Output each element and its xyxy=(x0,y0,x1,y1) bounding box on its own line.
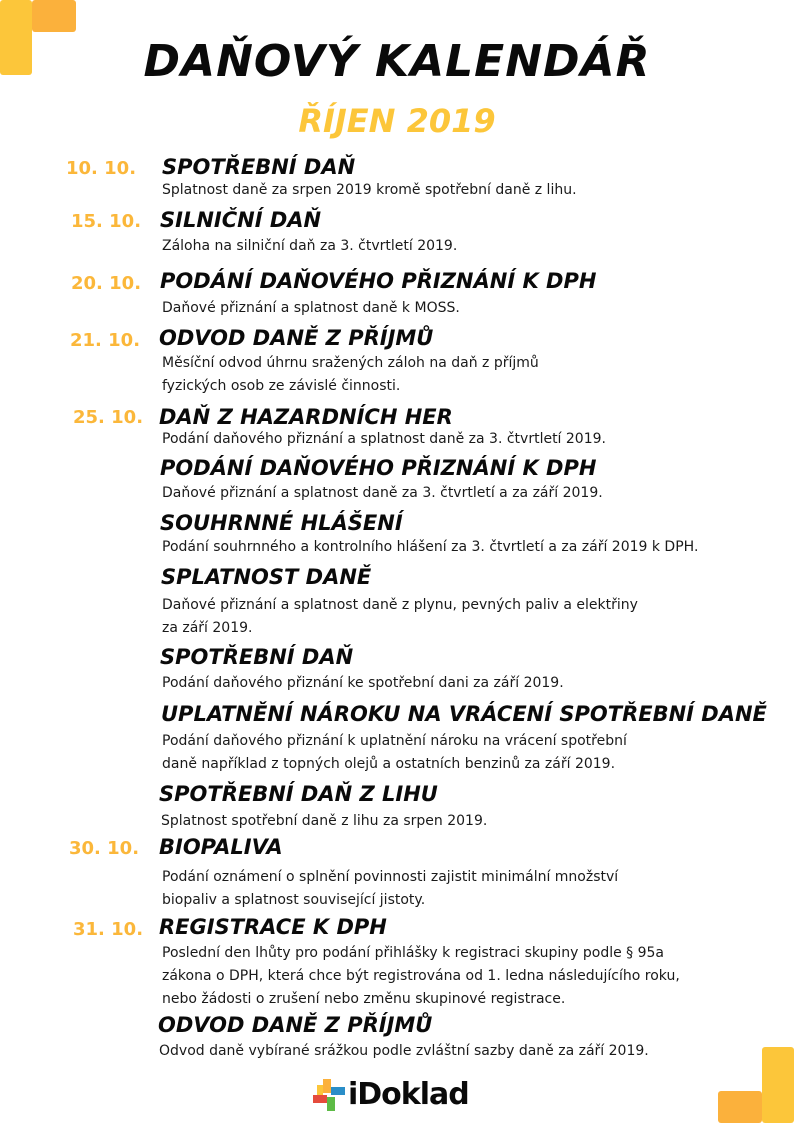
corner-decoration xyxy=(718,1091,762,1123)
date-label: 25. 10. xyxy=(73,407,144,428)
date-label: 10. 10. xyxy=(66,158,137,179)
page-subtitle: ŘÍJEN 2019 xyxy=(298,102,496,140)
entry-description: Splatnost daně za srpen 2019 kromě spotřební daně z lihu. xyxy=(162,182,577,198)
entry-description: Měsíční odvod úhrnu sražených záloh na daň z příjmů fyzických osob ze závislé činnosti. xyxy=(162,355,539,394)
entry-description: Záloha na silniční daň za 3. čtvrtletí 2019. xyxy=(162,238,458,254)
date-label: 21. 10. xyxy=(70,330,141,351)
date-label: 31. 10. xyxy=(73,919,144,940)
entry-description: Podání souhrnného a kontrolního hlášení za 3. čtvrtletí a za září 2019 k DPH. xyxy=(162,539,699,555)
idoklad-logo-icon xyxy=(313,1079,345,1111)
page-title: DAŇOVÝ KALENDÁŘ xyxy=(143,36,651,87)
entry-heading: SILNIČNÍ DAŇ xyxy=(160,208,322,232)
entry-heading: DAŇ Z HAZARDNÍCH HER xyxy=(159,405,453,429)
entry-description: Podání oznámení o splnění povinnosti zajistit minimální množství biopaliv a splatnost související jistoty. xyxy=(162,869,619,908)
entry-description: Podání daňového přiznání ke spotřební dani za září 2019. xyxy=(162,675,564,691)
entry-description: Odvod daně vybírané srážkou podle zvláštní sazby daně za září 2019. xyxy=(159,1043,649,1059)
date-label: 15. 10. xyxy=(71,211,142,232)
entry-description: Daňové přiznání a splatnost daně k MOSS. xyxy=(162,300,460,316)
entry-heading: BIOPALIVA xyxy=(159,835,283,859)
entry-description: Daňové přiznání a splatnost daně z plynu, pevných paliv a elektřiny za září 2019. xyxy=(162,597,638,636)
entry-heading: ODVOD DANĚ Z PŘÍJMŮ xyxy=(159,326,434,350)
entry-heading: SOUHRNNÉ HLÁŠENÍ xyxy=(160,511,403,535)
entry-heading: UPLATNĚNÍ NÁROKU NA VRÁCENÍ SPOTŘEBNÍ DANĚ xyxy=(161,702,767,726)
entry-description: Poslední den lhůty pro podání přihlášky k registraci skupiny podle § 95a zákona o DPH, která chce být registrována od 1. ledna následujícího roku, nebo žádosti o zrušení nebo změnu skupinové registrace. xyxy=(162,945,680,1007)
entry-heading: SPOTŘEBNÍ DAŇ xyxy=(162,155,356,179)
entry-description: Splatnost spotřební daně z lihu za srpen 2019. xyxy=(161,813,488,829)
entry-description: Daňové přiznání a splatnost daně za 3. čtvrtletí a za září 2019. xyxy=(162,485,603,501)
entry-heading: SPLATNOST DANĚ xyxy=(161,565,372,589)
entry-heading: SPOTŘEBNÍ DAŇ Z LIHU xyxy=(159,782,438,806)
idoklad-logo xyxy=(313,1077,469,1112)
entry-heading: ODVOD DANĚ Z PŘÍJMŮ xyxy=(158,1013,433,1037)
entry-description: Podání daňového přiznání a splatnost daně za 3. čtvrtletí 2019. xyxy=(162,431,606,447)
date-label: 20. 10. xyxy=(71,273,142,294)
entry-heading: REGISTRACE K DPH xyxy=(159,915,387,939)
entry-heading: SPOTŘEBNÍ DAŇ xyxy=(160,645,354,669)
date-label: 30. 10. xyxy=(69,838,140,859)
entry-heading: PODÁNÍ DAŇOVÉHO PŘIZNÁNÍ K DPH xyxy=(160,269,597,293)
entry-description: Podání daňového přiznání k uplatnění nároku na vrácení spotřební daně například z topných olejů a ostatních benzinů za září 2019. xyxy=(162,733,627,772)
entry-heading: PODÁNÍ DAŇOVÉHO PŘIZNÁNÍ K DPH xyxy=(160,456,597,480)
logo-text: iDoklad xyxy=(348,1077,469,1112)
corner-decoration xyxy=(32,0,76,32)
